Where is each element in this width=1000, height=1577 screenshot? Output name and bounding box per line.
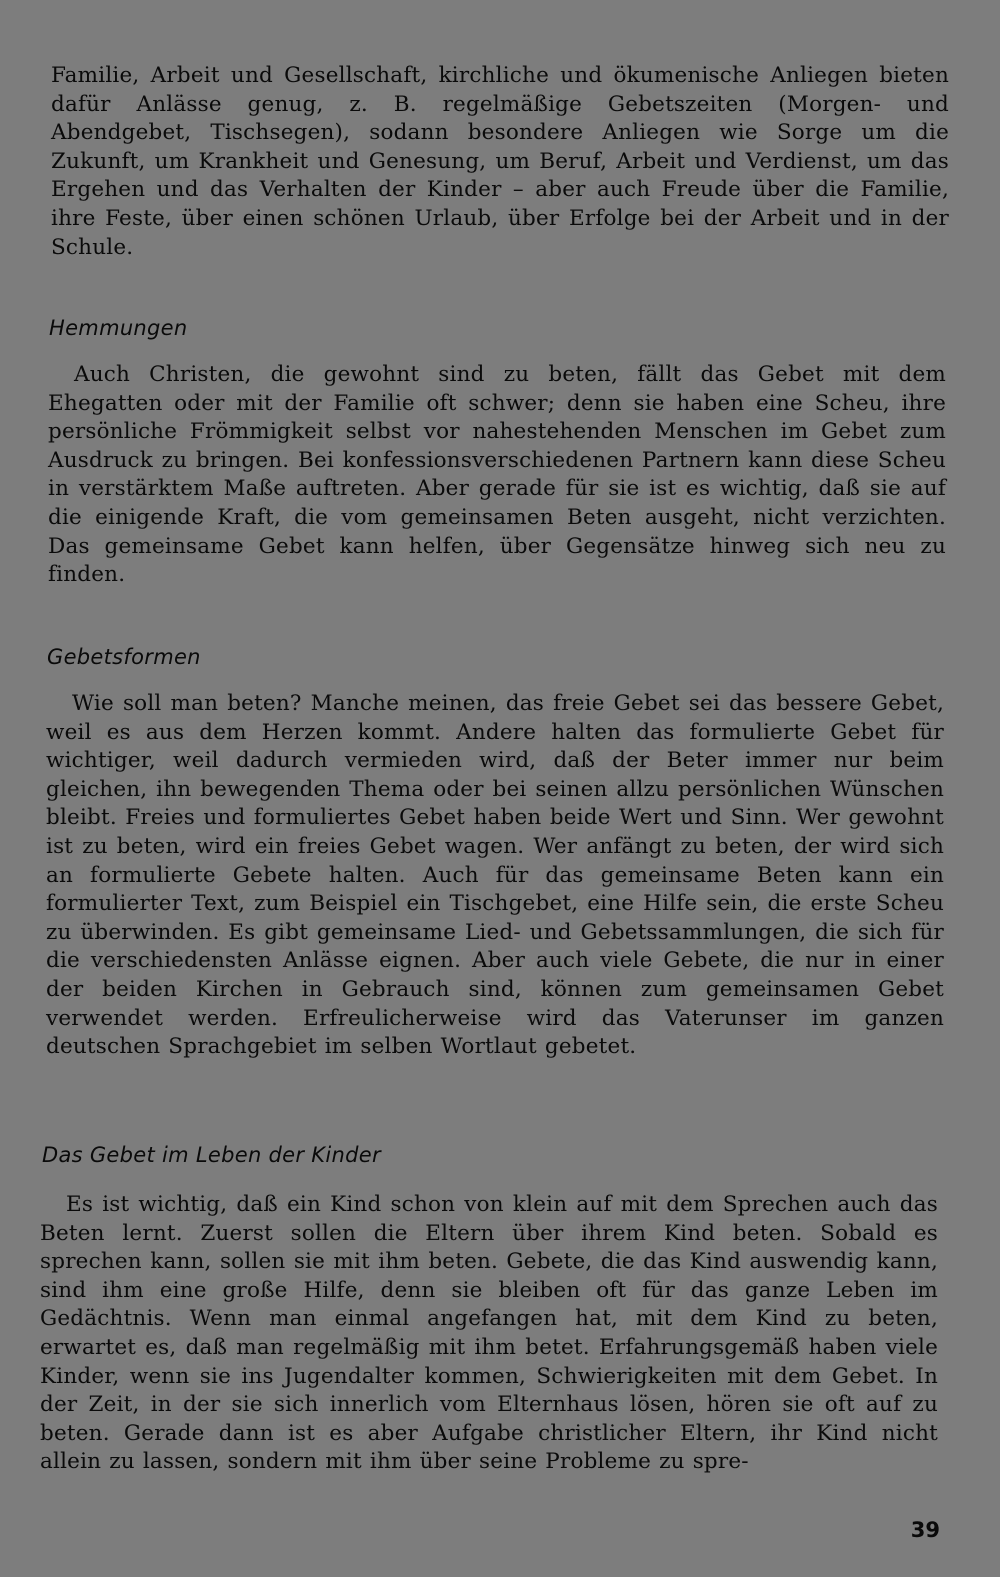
body-paragraph: Familie, Arbeit und Gesellschaft, kirchliche und ökumenische Anliegen bieten dafür Anlässe genug, z. B. regelmäßige Gebetszeiten (Morgen- und Abendgebet, Tischsegen), sodann besondere Anliegen wie Sorge um die Zukunft, um Krankheit und Genesung, um Beruf, Arbeit und Verdienst, um das Ergehen und das Verhalten der Kinder – aber auch Freude über die Familie, ihre Feste, über einen schönen Urlaub, über Erfolge bei der Arbeit und in der Schule.	[51, 63, 949, 260]
paragraph-text: Wie soll man beten? Manche meinen, das freie Gebet sei das bessere Gebet, weil es aus dem Herzen kommt. Andere halten das formulierte Gebet für wichtiger, weil dadurch vermieden wird, daß der Beter immer nur beim gleichen, ihn bewegenden Thema oder bei seinen allzu persönlichen Wünschen bleibt. Freies und formuliertes Gebet haben beide Wert und Sinn. Wer gewohnt ist zu beten, wird ein freies Gebet wagen. Wer anfängt zu beten, der wird sich an formulierte Gebete halten. Auch für das gemeinsame Beten kann ein formulierter Text, zum Beispiel ein Tischgebet, eine Hilfe sein, die erste Scheu zu überwinden. Es gibt gemeinsame Lied- und Gebetssammlungen, die sich für die verschiedensten Anlässe eignen. Aber auch viele Gebete, die nur in einer der beiden Kirchen in Gebrauch sind, können zum gemeinsamen Gebet verwendet werden. Erfreulicherweise wird das Vaterunser im ganzen deutschen Sprachgebiet im selben Wortlaut gebetet.	[46, 691, 944, 1060]
body-paragraph	[46, 690, 944, 1062]
paragraph-text: Es ist wichtig, daß ein Kind schon von klein auf mit dem Sprechen auch das Beten lernt. Zuerst sollen die Eltern über ihrem Kind beten. Sobald es sprechen kann, sollen sie mit ihm beten. Gebete, die das Kind auswendig kann, sind ihm eine große Hilfe, denn sie bleiben oft für das ganze Leben im Gedächtnis. Wenn man einmal angefangen hat, mit dem Kind zu beten, erwartet es, daß man regelmäßig mit ihm betet. Erfahrungsgemäß haben viele Kinder, wenn sie ins Jugendalter kommen, Schwierigkeiten mit dem Gebet. In der Zeit, in der sie sich innerlich vom Elternhaus lösen, hören sie oft auf zu beten. Gerade dann ist es aber Aufgabe christlicher Eltern, ihr Kind nicht allein zu lassen, sondern mit ihm über seine Probleme zu spre-	[40, 1192, 938, 1475]
paragraph-text: Auch Christen, die gewohnt sind zu beten, fällt das Gebet mit dem Ehegatten oder mit der Familie oft schwer; denn sie haben eine Scheu, ihre persönliche Frömmigkeit selbst vor nahestehenden Menschen im Gebet zum Ausdruck zu bringen. Bei konfessionsverschiedenen Partnern kann diese Scheu in verstärktem Maße auftreten. Aber gerade für sie ist es wichtig, daß sie auf die einigende Kraft, die vom gemeinsamen Beten ausgeht, nicht verzichten. Das gemeinsame Gebet kann helfen, über Gegensätze hinweg sich neu zu finden.	[48, 362, 946, 588]
section-heading: Das Gebet im Leben der Kinder	[42, 1143, 381, 1167]
page-number: 39	[910, 1518, 940, 1542]
body-paragraph	[40, 1191, 938, 1477]
body-paragraph	[48, 361, 946, 590]
section-heading: Hemmungen	[49, 316, 188, 340]
section-heading: Gebetsformen	[47, 645, 201, 669]
